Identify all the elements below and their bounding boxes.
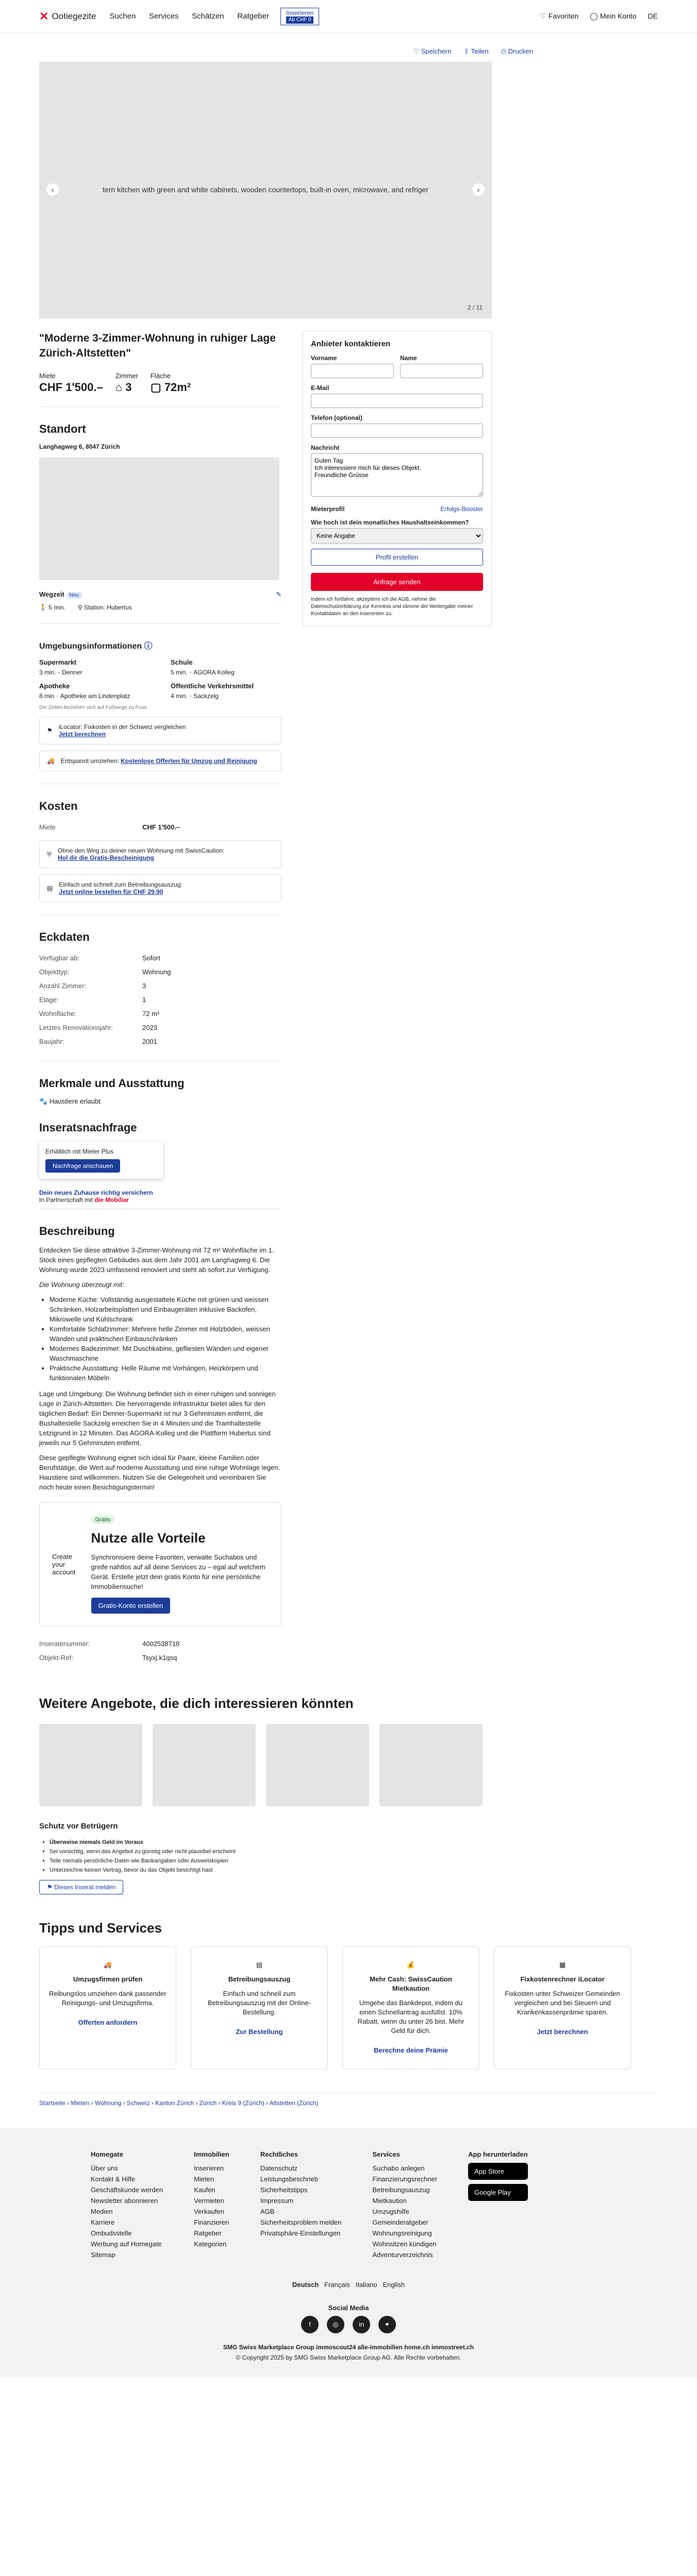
footer-link[interactable]: Verkaufen	[194, 2208, 224, 2215]
footer-link[interactable]: Betreibungsauszug	[372, 2186, 430, 2194]
image-gallery[interactable]	[39, 62, 492, 318]
key-facts	[39, 372, 281, 394]
card-text: Entspannt umziehen:	[60, 757, 119, 765]
description-paragraph: Diese gepflegte Wohnung eignet sich ideal für Paare, kleine Familien oder Berufstätige, die Wert auf moderne Ausstattung und eine ruhige Wohnlage legen. Haustiere sind willkommen. Nutzen Sie die Gelegenheit und vereinbaren Sie noch heute einen Besichtigungstermin!	[39, 1454, 280, 1491]
rent-value: CHF 1'500.–	[39, 381, 103, 394]
contact-form	[302, 331, 492, 626]
footer-apps	[468, 2149, 528, 2260]
row-value: 72 m²	[142, 1010, 160, 1018]
rooms-label: Zimmer	[115, 372, 138, 380]
paw-icon: 🐾	[39, 1097, 48, 1105]
message-label: Nachricht	[311, 444, 340, 451]
table-row	[39, 1035, 281, 1048]
table-row	[39, 993, 281, 1007]
tip-link[interactable]: Berechne deine Prämie	[374, 2046, 448, 2054]
mobiliar-logo: die Mobiliar	[94, 1196, 129, 1204]
features-heading: Merkmale und Ausstattung	[39, 1077, 185, 1090]
lastname-label: Name	[400, 354, 417, 362]
rooms-value: ⌂ 3	[115, 381, 132, 394]
email-label: E-Mail	[311, 384, 329, 392]
poi-supermarket: Supermarkt 3 min. · Denner	[39, 658, 150, 676]
footer-link[interactable]: Werbung auf Homegate	[91, 2240, 162, 2248]
list-item: • Überweise niemals Geld im Voraus	[49, 1838, 658, 1847]
share-label: Teilen	[471, 47, 489, 55]
table-row	[39, 1021, 281, 1035]
document-icon: ▤	[256, 1961, 263, 1969]
footer-link[interactable]: Sicherheitsproblem melden	[260, 2218, 342, 2226]
breadcrumb-item[interactable]: Kreis 9 (Zürich)	[222, 2099, 264, 2107]
footer-link[interactable]: Newsletter abonnieren	[91, 2197, 158, 2205]
tip-title: Fixkostenrechner iLocator	[520, 1975, 605, 1983]
footer-link[interactable]: Sicherheitstipps	[260, 2186, 308, 2194]
footer-link[interactable]: Suchabo anlegen	[372, 2164, 425, 2172]
breadcrumb-item[interactable]: Kanton Zürich	[155, 2099, 194, 2107]
create-account-button[interactable]: Gratis-Konto erstellen	[91, 1598, 171, 1614]
account-link[interactable]: ◯ Mein Konto	[590, 12, 637, 20]
description-body	[39, 1245, 281, 1492]
tip-link[interactable]: Zur Bestellung	[236, 2028, 283, 2036]
share-button[interactable]: ⇪ Teilen	[463, 47, 489, 55]
description-paragraph: Lage und Umgebung: Die Wohnung befindet sich in einer ruhigen und sonnigen Lage in Zürich-Altstetten. Die hervorragende Infrastruktur bietet alles für den täglichen Bedarf: Ein Denner-Supermarkt ist nur 3 Gehminuten entfernt, die Bushaltestelle Sackzelg erreichen Sie in 4 Minuten und die Tramhaltestelle Letzigrund in 12 Minuten. Das AGORA-Kolleg und die Plattform Hubertus sind jeweils nur 5 Gehminuten entfernt.	[39, 1390, 276, 1447]
lang-item[interactable]: Deutsch	[292, 2281, 319, 2289]
firstname-input[interactable]	[311, 364, 394, 378]
area-value: ▢ 72m²	[150, 381, 191, 394]
account-promo	[39, 1502, 281, 1626]
promo-title: Nutze alle Vorteile	[91, 1530, 206, 1546]
table-row	[39, 965, 281, 979]
footer-link[interactable]: Kaufen	[194, 2186, 215, 2194]
commute	[39, 590, 281, 599]
tip-text: Einfach und schnell zum Betreibungsauszug mit der Online-Bestellung.	[207, 1990, 311, 2016]
moving-card[interactable]	[39, 751, 281, 771]
footer-columns	[91, 2149, 658, 2260]
demand-tooltip	[39, 1142, 163, 1179]
shield-icon: ⛨	[47, 850, 52, 858]
facebook-icon[interactable]: f	[301, 2316, 319, 2333]
top-bar	[0, 0, 697, 33]
card-link[interactable]: Jetzt berechnen	[58, 731, 106, 738]
footer-link[interactable]: Finanzieren	[194, 2218, 229, 2226]
profile-hint[interactable]: Erfolgs-Booster	[440, 505, 483, 513]
nav-suchen[interactable]: Suchen	[109, 12, 136, 21]
poi-title: Schule	[171, 658, 193, 666]
table-row	[39, 979, 281, 993]
report-button[interactable]: ⚑ Dieses Inserat melden	[39, 1880, 123, 1894]
area-number: 72m²	[164, 381, 191, 394]
commute-info	[39, 604, 281, 611]
promo-text: Synchronisiere deine Favoriten, verwalte Suchabos und greife nahtlos auf all deine Services zu – egal auf welchem Gerät. Erstelle jetzt dein gratis Konto für eine persönliche Immobiliensuche!	[91, 1553, 265, 1590]
listing-card[interactable]	[153, 1724, 256, 1806]
listing-card[interactable]	[379, 1724, 483, 1806]
footer-link[interactable]: Wohnungsreinigung	[372, 2229, 432, 2237]
insurance-title: Dein neues Zuhause richtig versichern	[39, 1189, 153, 1196]
gallery-counter: 2 / 11	[467, 304, 483, 311]
tips-heading: Tipps und Services	[39, 1920, 162, 1936]
card-text: Ohne den Weg zu deiner neuen Wohnung mit SwissCaution:	[58, 847, 225, 854]
send-request-button[interactable]: Anfrage senden	[311, 573, 483, 591]
breadcrumb: Startseite › Mieten › Wohnung › Schweiz › Kanton Zürich › Zürich › Kreis 9 (Zürich) › Altstetten (Zürich)	[39, 2093, 658, 2113]
tip-card	[39, 1946, 176, 2069]
row-key: Verfügbar ab:	[39, 954, 80, 962]
partner-links: SMG Swiss Marketplace Group immoscout24 alle-immobilien home.ch immostreet.ch	[223, 2344, 474, 2351]
rent-label: Miete	[39, 372, 56, 380]
nav-services[interactable]: Services	[148, 12, 179, 21]
footer-link[interactable]: Adventurverzeichnis	[372, 2251, 433, 2259]
lang-item[interactable]: Italiano	[355, 2281, 377, 2289]
view-demand-button[interactable]: Nachfrage anschauen	[45, 1159, 120, 1173]
description-bullets	[49, 1295, 281, 1383]
surroundings-note: Die Zeiten beziehen sich auf Fußwege zu Fuss.	[39, 705, 148, 710]
row-value: 2023	[142, 1024, 157, 1031]
create-profile-button[interactable]: Profil erstellen	[311, 549, 483, 566]
table-row	[39, 1007, 281, 1021]
gallery-caption: tern kitchen with green and white cabinets, wooden countertops, built-in oven, microwave, and refriger	[103, 185, 428, 194]
demand-heading: Inseratsnachfrage	[39, 1121, 137, 1134]
new-badge: Neu	[67, 592, 82, 599]
tip-title: Umzugsfirmen prüfen	[73, 1975, 143, 1983]
more-listings	[39, 1724, 658, 1806]
tooltip-text: Erhältlich mit Mieter Plus	[45, 1148, 114, 1155]
row-key: Letztes Renovationsjahr:	[39, 1024, 113, 1031]
footer-column	[260, 2149, 342, 2260]
footer-languages	[39, 2281, 658, 2289]
copyright	[39, 2344, 658, 2361]
poi-name: Denner	[62, 669, 82, 676]
insert-price: Ab CHF 0	[286, 16, 313, 24]
footer-link[interactable]: Finanzierungsrechner	[372, 2175, 438, 2183]
footer	[0, 2128, 697, 2377]
row-key: Baujahr:	[39, 1038, 64, 1045]
scam-list	[49, 1838, 658, 1875]
lang-item[interactable]: Français	[324, 2281, 350, 2289]
breadcrumb-item[interactable]: Zürich	[199, 2099, 217, 2107]
breadcrumb-item[interactable]: Startseite	[39, 2099, 65, 2107]
money-icon: 💰	[406, 1961, 416, 1969]
phone-input[interactable]	[311, 423, 483, 438]
description-paragraph: Entdecken Sie diese attraktive 3-Zimmer-Wohnung mit 72 m² Wohnfläche im 1. Stock eines gepflegten Gebäudes aus dem Jahr 2001 am Langhagweg 6. Die Wohnung wurde 2023 umfassend renoviert und steht ab sofort zur Verfügung.	[39, 1246, 274, 1274]
footer-column	[91, 2149, 163, 2260]
card-text: iLocator: Fixkosten in der Schweiz vergleichen	[58, 723, 186, 731]
keydata-table	[39, 951, 281, 1048]
breadcrumb-item[interactable]: Altstetten (Zürich)	[269, 2099, 319, 2107]
legal-text: Indem ich fortfahre, akzeptiere ich die AGB, nehme die Datenschutzerklärung zur Kenntnis und stimme der Weitergabe meiner Kontaktdaten an den Inserenten zu.	[311, 597, 473, 617]
poi-school: Schule 5 min. · AGORA Kolleg	[171, 658, 281, 676]
footer-link[interactable]: AGB	[260, 2208, 275, 2215]
footer-link[interactable]: Kontakt & Hilfe	[91, 2175, 135, 2183]
list-item: • Teile niemals persönliche Daten wie Bankangaben oder Ausweiskopien	[49, 1856, 658, 1866]
twitter-icon[interactable]: ✦	[378, 2316, 396, 2333]
footer-link[interactable]: Mietkaution	[372, 2197, 407, 2205]
email-input[interactable]	[311, 394, 483, 408]
cost-value: CHF 1'500.–	[142, 823, 180, 831]
main-column	[39, 331, 281, 1665]
footer-link[interactable]: Impressum	[260, 2197, 294, 2205]
profile-label: Mieterprofil	[311, 505, 345, 513]
footer-link[interactable]: Wohnsitzen kündigen	[372, 2240, 437, 2248]
insurance-banner[interactable]	[39, 1189, 281, 1209]
poi-name: AGORA Kolleg	[193, 669, 235, 676]
social-links	[39, 2304, 658, 2333]
feature-item	[39, 1097, 281, 1106]
document-icon: ▤	[47, 885, 53, 892]
footer-column	[194, 2149, 229, 2260]
listing-actions	[39, 33, 533, 62]
income-label: Wie hoch ist dein monatliches Haushaltseinkommen?	[311, 519, 469, 526]
tip-text: Umgehe das Bankdepot, indem du einen Schnellantrag ausfüllst. 10% Rabatt, wenn du unter 26 bist. Mehr Geld für dich.	[357, 1999, 464, 2035]
costs-heading: Kosten	[39, 800, 78, 812]
footer-link[interactable]: Vermieten	[194, 2197, 224, 2205]
card-link[interactable]: Hol dir die Gratis-Bescheinigung	[58, 854, 154, 861]
tip-card	[191, 1946, 328, 2069]
list-item: • Sei vorsichtig, wenn das Angebot zu günstig oder nicht plausibel erscheint	[49, 1847, 658, 1856]
footer-heading: Homegate	[91, 2150, 123, 2158]
footer-link[interactable]: Mieten	[194, 2175, 214, 2183]
footer-link[interactable]: Kategorien	[194, 2240, 227, 2248]
favorites-label: Favoriten	[548, 12, 579, 20]
footer-column	[372, 2149, 437, 2260]
row-value: 3	[142, 982, 146, 990]
keydata-heading: Eckdaten	[39, 930, 90, 943]
costs-table	[39, 820, 281, 834]
poi-distance: 3 min.	[39, 669, 56, 676]
card-link[interactable]: Kostenlose Offerten für Umzug und Reinigung	[121, 757, 257, 765]
tip-title: Mehr Cash: SwissCaution Mietkaution	[370, 1975, 452, 1992]
id-value: 4002538718	[142, 1640, 180, 1648]
tip-link[interactable]: Jetzt berechnen	[537, 2028, 588, 2036]
poi-name: Sackzelg	[193, 692, 219, 700]
station-icon: ⚲ Station: Hubertus	[77, 604, 132, 611]
walk-icon: 🚶 5 min.	[39, 604, 65, 611]
message-input[interactable]	[311, 453, 483, 497]
listing-ids	[39, 1637, 281, 1665]
firstname-label: Vorname	[311, 354, 337, 362]
feature-label: Haustiere erlaubt	[49, 1097, 101, 1105]
footer-link[interactable]: Umzugshilfe	[372, 2208, 409, 2215]
row-key: Etage:	[39, 996, 59, 1004]
swisscaution-card[interactable]	[39, 840, 281, 868]
save-button[interactable]: ♡ Speichern	[413, 47, 452, 55]
betreibung-card[interactable]	[39, 874, 281, 902]
insert-label: Inserieren	[286, 9, 314, 16]
footer-link[interactable]: Datenschutz	[260, 2164, 298, 2172]
promo-badge: Gratis	[91, 1516, 114, 1524]
poi-title: Apotheke	[39, 682, 70, 690]
listing-card[interactable]	[39, 1724, 142, 1806]
tip-link[interactable]: Offerten anfordern	[78, 2019, 138, 2026]
description-heading: Beschreibung	[39, 1225, 115, 1238]
flag-icon: ⚑	[47, 727, 53, 734]
row-value: Sofort	[142, 954, 160, 962]
app-store-button[interactable]: App Store	[468, 2163, 528, 2180]
promo-left-text: Create your account	[52, 1553, 76, 1576]
footer-link[interactable]: Geschäftskunde werden	[91, 2186, 163, 2194]
footer-link[interactable]: Sitemap	[91, 2251, 115, 2259]
row-value: 2001	[142, 1038, 157, 1045]
surroundings-title: Umgebungsinformationen	[39, 642, 142, 651]
apps-heading: App herunterladen	[468, 2150, 528, 2158]
surroundings-grid	[39, 658, 281, 700]
nav-schaetzen[interactable]: Schätzen	[192, 12, 224, 21]
truck-icon: 🚚	[103, 1961, 112, 1969]
tip-title: Betreibungsauszug	[228, 1975, 291, 1983]
footer-heading: Immobilien	[194, 2150, 229, 2158]
row-key: Anzahl Zimmer:	[39, 982, 87, 990]
account-label: Mein Konto	[600, 12, 637, 20]
truck-icon: 🚚	[47, 757, 55, 765]
footer-link[interactable]: Leistungsbeschrieb	[260, 2175, 318, 2183]
social-heading: Social Media	[328, 2304, 369, 2312]
site-logo[interactable]	[39, 10, 96, 23]
poi-name: Apotheke am Lindenplatz	[60, 692, 130, 700]
card-text: Einfach und schnell zum Betreibungsauszug:	[59, 881, 182, 888]
main-nav	[109, 12, 280, 21]
linkedin-icon[interactable]: in	[353, 2316, 370, 2333]
id-key: Objekt-Ref:	[39, 1654, 73, 1662]
description-paragraph: Die Wohnung überzeugt mit:	[39, 1281, 124, 1289]
commute-label: Wegzeit	[39, 590, 64, 598]
logo-text: Ootiegezite	[52, 11, 96, 21]
address: Langhagweg 6, 8047 Zürich	[39, 443, 120, 450]
footer-link[interactable]: Medien	[91, 2208, 113, 2215]
instagram-icon[interactable]: ◎	[327, 2316, 344, 2333]
location-heading: Standort	[39, 422, 86, 435]
poi-title: Öffentliche Verkehrsmittel	[171, 682, 254, 690]
table-row	[39, 951, 281, 965]
footer-link[interactable]: Über uns	[91, 2164, 118, 2172]
list-item: • Komfortable Schlafzimmer: Mehrere helle Zimmer mit Holzböden, weissen Wänden und praktischen Einbauschränken	[49, 1324, 281, 1344]
poi-distance: 5 min.	[171, 669, 188, 676]
logo-mark-icon: ✕	[39, 9, 49, 23]
report-label: Dieses Inserat melden	[54, 1884, 116, 1891]
row-key: Objekttyp:	[39, 968, 70, 976]
cost-label: Miete	[39, 823, 56, 831]
list-item: • Unterzeichne keinen Vertrag, bevor du das Objekt besichtigt hast	[49, 1866, 658, 1875]
listing-title: "Moderne 3-Zimmer-Wohnung in ruhiger Lage Zürich-Altstetten"	[39, 332, 276, 359]
more-heading: Weitere Angebote, die dich interessieren könnten	[39, 1696, 354, 1711]
commute-time: 5 min.	[48, 604, 65, 611]
footer-link[interactable]: Gemeinderatgeber	[372, 2218, 428, 2226]
poi-pharmacy: Apotheke 8 min · Apotheke am Lindenplatz	[39, 682, 150, 700]
language-select[interactable]: DE	[648, 12, 658, 20]
rooms-number: 3	[125, 381, 132, 394]
lang-item[interactable]: English	[383, 2281, 405, 2289]
list-item: • Praktische Ausstattung: Helle Räume mit Vorhängen, Heizkörpern und funktionalen Möbeln	[49, 1363, 281, 1383]
copyright-text: © Copyright 2025 by SMG Swiss Marketplace Group AG. Alle Rechte vorbehalten.	[236, 2354, 461, 2361]
footer-link[interactable]: Privatsphäre-Einstellungen	[260, 2229, 341, 2237]
id-value: Tsyxj.k1qsq	[142, 1654, 177, 1662]
breadcrumb-item[interactable]: Wohnung	[95, 2099, 122, 2107]
surroundings-heading	[39, 639, 281, 651]
edit-icon[interactable]: ✎	[276, 590, 281, 598]
print-button[interactable]: ⎙ Drucken	[501, 47, 533, 55]
tip-text: Fixkosten unter Schweizer Gemeinden vergleichen und bei Steuern und Krankenkassenprämie sparen.	[505, 1990, 620, 2016]
gallery-next-icon[interactable]: ›	[472, 183, 485, 196]
listing-card[interactable]	[266, 1724, 369, 1806]
favorites-link[interactable]: ♡ Favoriten	[540, 12, 579, 20]
footer-link[interactable]: Ombudsstelle	[91, 2229, 132, 2237]
commute-target: Station: Hubertus	[84, 604, 132, 611]
print-label: Drucken	[508, 47, 533, 55]
poi-transport: Öffentliche Verkehrsmittel 4 min. · Sackzelg	[171, 682, 281, 700]
footer-link[interactable]: Karriere	[91, 2218, 115, 2226]
contact-heading: Anbieter kontaktieren	[311, 340, 391, 348]
poi-distance: 8 min	[39, 692, 55, 700]
tip-card	[494, 1946, 631, 2069]
breadcrumb-item[interactable]: Schweiz	[126, 2099, 150, 2107]
breadcrumb-item[interactable]: Mieten	[71, 2099, 90, 2107]
gallery-prev-icon[interactable]: ‹	[46, 183, 59, 196]
scam-heading: Schutz vor Betrügern	[39, 1822, 118, 1831]
info-icon[interactable]: ⓘ	[144, 642, 153, 651]
map[interactable]	[39, 457, 279, 580]
footer-heading: Rechtliches	[260, 2150, 298, 2158]
id-key: Inseratenummer:	[39, 1640, 90, 1648]
card-link[interactable]: Jetzt online bestellen für CHF 29.90	[59, 888, 163, 895]
poi-title: Supermarkt	[39, 658, 77, 666]
row-value: Wohnung	[142, 968, 171, 976]
list-item: • Moderne Küche: Vollständig ausgestattete Küche mit grünen und weissen Schränken, Holzarbeitsplatten und Einbaugeräten inklusive Backofen, Mikrowelle und Kühlschrank	[49, 1295, 281, 1324]
row-value: 1	[142, 996, 146, 1004]
footer-link[interactable]: Ratgeber	[194, 2229, 222, 2237]
tips-grid	[39, 1946, 658, 2069]
save-label: Speichern	[421, 47, 452, 55]
row-key: Wohnfläche:	[39, 1010, 77, 1018]
list-item: • Modernes Badezimmer: Mit Duschkabine, gefliesten Wänden und eigener Waschmaschine	[49, 1344, 281, 1363]
area-label: Fläche	[150, 372, 171, 380]
insurance-partner: In Partnerschaft mit	[39, 1196, 93, 1204]
income-select[interactable]	[311, 528, 483, 544]
tip-card	[342, 1946, 479, 2069]
footer-heading: Services	[372, 2150, 400, 2158]
tip-text: Reibungslos umziehen dank passender Reinigungs- und Umzugsfirma.	[49, 1990, 167, 2007]
google-play-button[interactable]: Google Play	[468, 2184, 528, 2201]
phone-label: Telefon (optional)	[311, 414, 362, 421]
lastname-input[interactable]	[400, 364, 483, 378]
poi-distance: 4 min.	[171, 692, 188, 700]
footer-link[interactable]: Inserieren	[194, 2164, 224, 2172]
calculator-icon: ▦	[559, 1961, 566, 1969]
insert-button[interactable]	[280, 8, 319, 25]
ilocator-card[interactable]	[39, 717, 281, 744]
nav-ratgeber[interactable]: Ratgeber	[237, 12, 269, 21]
